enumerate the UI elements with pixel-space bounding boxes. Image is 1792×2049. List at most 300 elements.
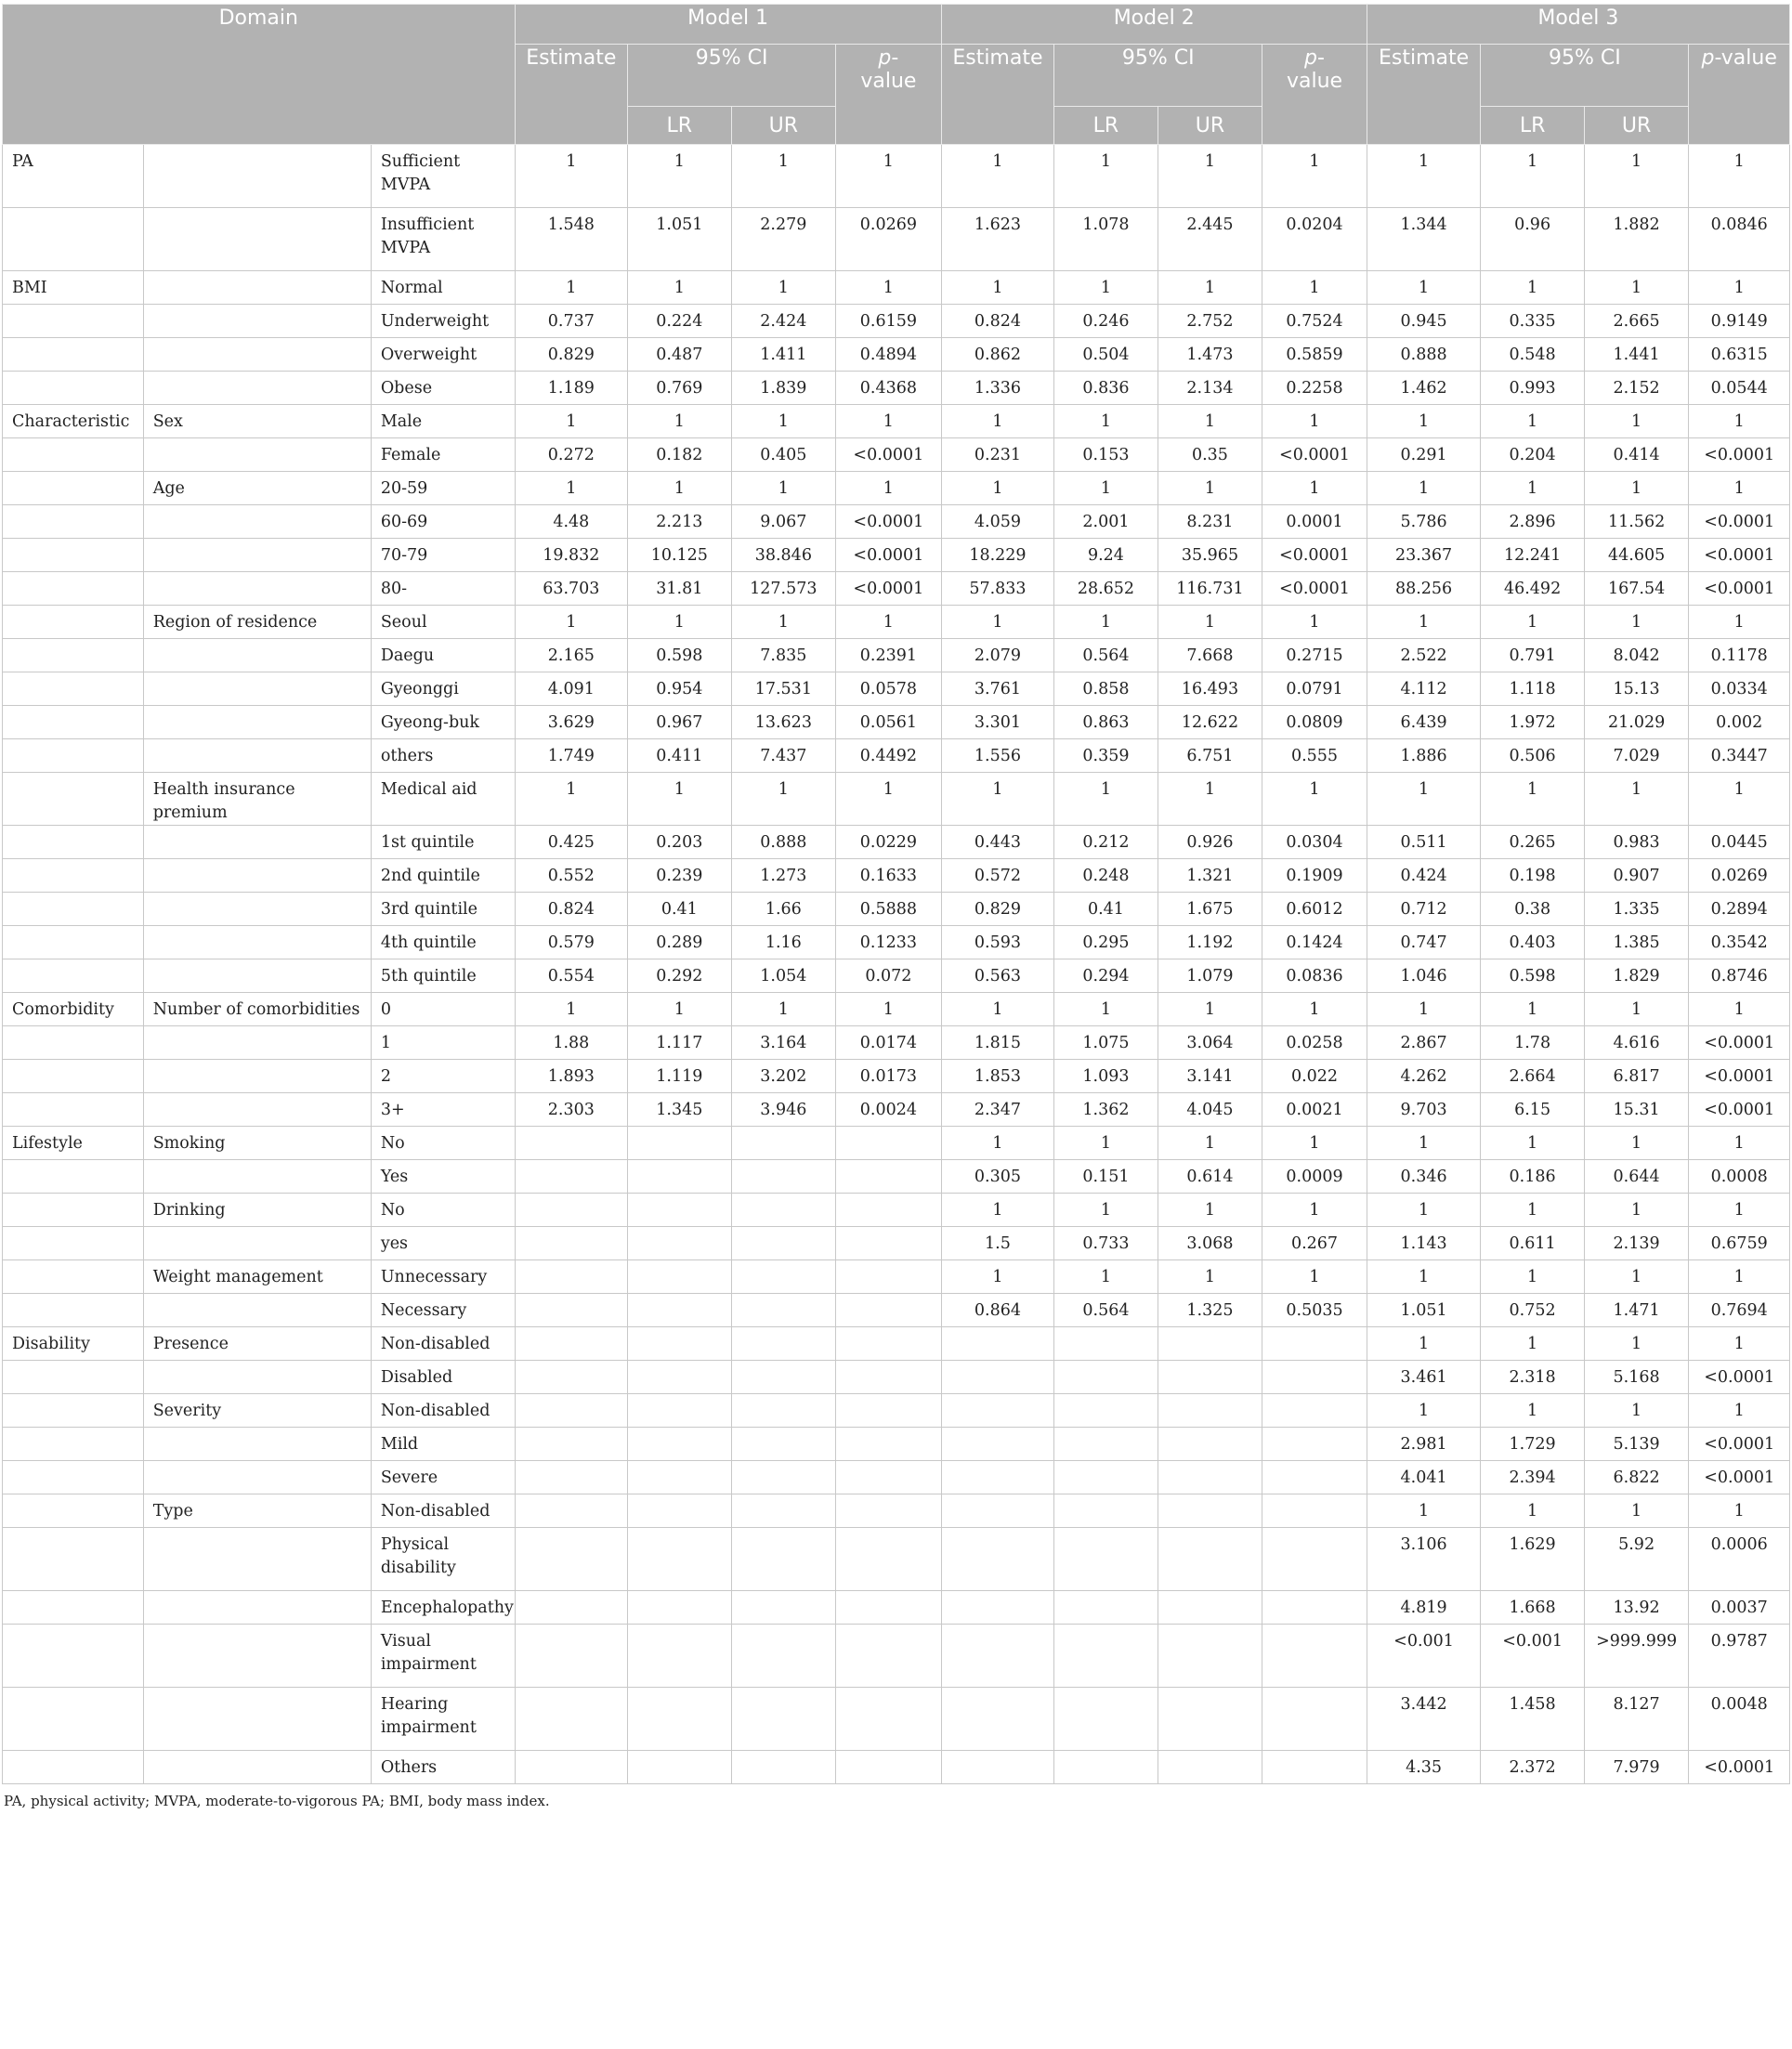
m1-p-value-cell: 0.0229 <box>836 826 942 859</box>
table-body <box>3 145 1790 1784</box>
m2-estimate-cell <box>941 1361 1054 1394</box>
m2-estimate-cell <box>941 1625 1054 1688</box>
category-cell: others <box>371 739 515 773</box>
domain-cell <box>3 672 144 706</box>
m2-ur-cell: 1.321 <box>1158 859 1262 893</box>
subdomain-cell <box>143 505 371 539</box>
table-row <box>3 859 1790 893</box>
m1-lr-cell: 1 <box>628 472 732 505</box>
table-row <box>3 572 1790 606</box>
m2-estimate-cell: 2.347 <box>941 1093 1054 1127</box>
m2-ur-cell: 2.445 <box>1158 208 1262 271</box>
category-cell: No <box>371 1127 515 1160</box>
m2-p-value-cell: 1 <box>1262 1127 1367 1160</box>
m3-lr-cell: 0.403 <box>1481 926 1585 959</box>
m3-ur-cell: 11.562 <box>1584 505 1689 539</box>
domain-cell <box>3 859 144 893</box>
domain-cell: BMI <box>3 271 144 305</box>
p-value-header: p- value <box>836 45 942 145</box>
m3-p-value-cell: 0.0445 <box>1689 826 1790 859</box>
m2-lr-cell: 2.001 <box>1054 505 1158 539</box>
m2-estimate-cell: 4.059 <box>941 505 1054 539</box>
category-cell: 80- <box>371 572 515 606</box>
m1-lr-cell: 1.119 <box>628 1060 732 1093</box>
subdomain-cell: Sex <box>143 405 371 438</box>
m1-p-value-cell <box>836 1327 942 1361</box>
m1-p-value-cell <box>836 1494 942 1528</box>
category-cell: Non-disabled <box>371 1327 515 1361</box>
m3-estimate-cell: 1 <box>1367 1260 1481 1294</box>
m1-ur-cell: 0.888 <box>731 826 836 859</box>
m2-p-value-cell: 1 <box>1262 145 1367 208</box>
m3-estimate-cell: 1 <box>1367 993 1481 1026</box>
domain-cell <box>3 1428 144 1461</box>
m3-lr-cell: 1 <box>1481 145 1585 208</box>
m2-ur-cell <box>1158 1494 1262 1528</box>
table-row <box>3 1688 1790 1751</box>
m2-p-value-cell: 0.5859 <box>1262 338 1367 372</box>
m1-ur-cell <box>731 1194 836 1227</box>
m1-lr-cell <box>628 1591 732 1625</box>
domain-cell <box>3 1093 144 1127</box>
m3-lr-cell: 1.118 <box>1481 672 1585 706</box>
m3-lr-cell: 2.664 <box>1481 1060 1585 1093</box>
m3-lr-cell: 0.548 <box>1481 338 1585 372</box>
m2-lr-cell <box>1054 1361 1158 1394</box>
m2-p-value-cell: 1 <box>1262 606 1367 639</box>
subdomain-cell: Type <box>143 1494 371 1528</box>
m2-ur-cell: 1.192 <box>1158 926 1262 959</box>
table-row <box>3 1461 1790 1494</box>
m1-estimate-cell: 0.425 <box>515 826 628 859</box>
m1-p-value-cell <box>836 1428 942 1461</box>
estimate-header: Estimate <box>1367 45 1481 145</box>
table-row <box>3 1751 1790 1784</box>
m1-ur-cell <box>731 1260 836 1294</box>
m2-estimate-cell: 0.824 <box>941 305 1054 338</box>
m3-estimate-cell: 1 <box>1367 472 1481 505</box>
table-row <box>3 1194 1790 1227</box>
table-row <box>3 1327 1790 1361</box>
m3-p-value-cell: <0.0001 <box>1689 438 1790 472</box>
m3-ur-cell: 1.335 <box>1584 893 1689 926</box>
m3-lr-cell: <0.001 <box>1481 1625 1585 1688</box>
m2-estimate-cell <box>941 1461 1054 1494</box>
domain-cell <box>3 1591 144 1625</box>
m2-lr-cell <box>1054 1428 1158 1461</box>
m2-estimate-cell: 0.305 <box>941 1160 1054 1194</box>
m3-p-value-cell: 1 <box>1689 993 1790 1026</box>
m2-estimate-cell: 1 <box>941 773 1054 826</box>
category-cell: Non-disabled <box>371 1494 515 1528</box>
m3-lr-cell: 2.372 <box>1481 1751 1585 1784</box>
m2-lr-cell: 0.858 <box>1054 672 1158 706</box>
m1-ur-cell <box>731 1294 836 1327</box>
m3-p-value-cell: 1 <box>1689 405 1790 438</box>
m1-lr-cell: 0.769 <box>628 372 732 405</box>
table-header <box>3 5 1790 145</box>
m2-ur-cell: 7.668 <box>1158 639 1262 672</box>
category-cell: 4th quintile <box>371 926 515 959</box>
m2-lr-cell <box>1054 1494 1158 1528</box>
m2-ur-cell: 8.231 <box>1158 505 1262 539</box>
m3-ur-cell: 4.616 <box>1584 1026 1689 1060</box>
m1-ur-cell <box>731 1160 836 1194</box>
m1-ur-cell: 7.437 <box>731 739 836 773</box>
table-row <box>3 271 1790 305</box>
domain-cell <box>3 1160 144 1194</box>
m3-ur-cell: 6.817 <box>1584 1060 1689 1093</box>
m2-ur-cell: 1 <box>1158 993 1262 1026</box>
m3-p-value-cell: 1 <box>1689 1394 1790 1428</box>
table-row <box>3 926 1790 959</box>
m1-p-value-cell <box>836 1160 942 1194</box>
m1-ur-cell: 1.273 <box>731 859 836 893</box>
lr-header: LR <box>1054 107 1158 145</box>
m2-ur-cell: 0.926 <box>1158 826 1262 859</box>
m3-ur-cell: 1 <box>1584 271 1689 305</box>
m2-p-value-cell: 1 <box>1262 472 1367 505</box>
table-row <box>3 372 1790 405</box>
table-row <box>3 1294 1790 1327</box>
table-row <box>3 1428 1790 1461</box>
m2-p-value-cell: 0.1909 <box>1262 859 1367 893</box>
m1-lr-cell <box>628 1461 732 1494</box>
m3-p-value-cell: 0.6759 <box>1689 1227 1790 1260</box>
m3-lr-cell: 0.611 <box>1481 1227 1585 1260</box>
m3-estimate-cell: 88.256 <box>1367 572 1481 606</box>
m1-estimate-cell <box>515 1688 628 1751</box>
category-cell: yes <box>371 1227 515 1260</box>
m3-ur-cell: 15.31 <box>1584 1093 1689 1127</box>
m2-p-value-cell <box>1262 1751 1367 1784</box>
m3-estimate-cell: 1 <box>1367 1394 1481 1428</box>
m3-estimate-cell: 2.522 <box>1367 639 1481 672</box>
m2-lr-cell <box>1054 1461 1158 1494</box>
table-row <box>3 1591 1790 1625</box>
m2-p-value-cell: 0.0001 <box>1262 505 1367 539</box>
m1-lr-cell: 0.487 <box>628 338 732 372</box>
m3-lr-cell: 2.318 <box>1481 1361 1585 1394</box>
m2-estimate-cell: 0.231 <box>941 438 1054 472</box>
m2-p-value-cell <box>1262 1327 1367 1361</box>
category-cell: Overweight <box>371 338 515 372</box>
m3-ur-cell: 8.042 <box>1584 639 1689 672</box>
m3-lr-cell: 1.668 <box>1481 1591 1585 1625</box>
m2-p-value-cell: <0.0001 <box>1262 438 1367 472</box>
subdomain-cell: Age <box>143 472 371 505</box>
m3-p-value-cell: 1 <box>1689 1327 1790 1361</box>
m1-p-value-cell: 1 <box>836 405 942 438</box>
m2-lr-cell <box>1054 1591 1158 1625</box>
m2-p-value-cell: 1 <box>1262 773 1367 826</box>
m3-p-value-cell: <0.0001 <box>1689 505 1790 539</box>
p-value-header: p- value <box>1262 45 1367 145</box>
m3-estimate-cell: 4.041 <box>1367 1461 1481 1494</box>
p-label: p <box>1701 46 1715 70</box>
m3-ur-cell: 1 <box>1584 1127 1689 1160</box>
p-label: p <box>1304 46 1317 70</box>
category-cell: Seoul <box>371 606 515 639</box>
domain-cell <box>3 706 144 739</box>
m2-p-value-cell: 1 <box>1262 1194 1367 1227</box>
m3-ur-cell: 167.54 <box>1584 572 1689 606</box>
m1-lr-cell: 0.203 <box>628 826 732 859</box>
category-cell: Severe <box>371 1461 515 1494</box>
subdomain-cell <box>143 926 371 959</box>
m3-estimate-cell: 0.747 <box>1367 926 1481 959</box>
category-cell: Daegu <box>371 639 515 672</box>
table-footnote: PA, physical activity; MVPA, moderate-to-vigorous PA; BMI, body mass index. <box>4 1793 550 1809</box>
domain-cell: Lifestyle <box>3 1127 144 1160</box>
table-row <box>3 438 1790 472</box>
m2-p-value-cell: 0.0836 <box>1262 959 1367 993</box>
m1-p-value-cell: 0.4894 <box>836 338 942 372</box>
m2-estimate-cell: 1 <box>941 606 1054 639</box>
m2-ur-cell <box>1158 1591 1262 1625</box>
table-row <box>3 672 1790 706</box>
domain-cell <box>3 1494 144 1528</box>
m1-ur-cell: 1 <box>731 405 836 438</box>
m2-ur-cell <box>1158 1327 1262 1361</box>
m1-ur-cell: 1.66 <box>731 893 836 926</box>
m3-p-value-cell: 0.0008 <box>1689 1160 1790 1194</box>
m2-ur-cell: 1.473 <box>1158 338 1262 372</box>
m3-lr-cell: 1 <box>1481 1260 1585 1294</box>
m1-estimate-cell: 4.48 <box>515 505 628 539</box>
m2-estimate-cell: 1.336 <box>941 372 1054 405</box>
m1-ur-cell <box>731 1688 836 1751</box>
m1-lr-cell: 1.117 <box>628 1026 732 1060</box>
m1-p-value-cell <box>836 1394 942 1428</box>
subdomain-cell <box>143 1625 371 1688</box>
m2-lr-cell: 1 <box>1054 472 1158 505</box>
domain-cell <box>3 539 144 572</box>
m3-lr-cell: 1 <box>1481 773 1585 826</box>
m2-ur-cell: 4.045 <box>1158 1093 1262 1127</box>
category-cell: 70-79 <box>371 539 515 572</box>
m2-p-value-cell: 0.0258 <box>1262 1026 1367 1060</box>
m1-lr-cell <box>628 1294 732 1327</box>
m2-ur-cell: 1 <box>1158 1127 1262 1160</box>
m1-p-value-cell: 0.0269 <box>836 208 942 271</box>
m3-p-value-cell: <0.0001 <box>1689 1428 1790 1461</box>
lr-header: LR <box>1481 107 1585 145</box>
m1-p-value-cell: 0.4492 <box>836 739 942 773</box>
m1-lr-cell: 1.051 <box>628 208 732 271</box>
m2-ur-cell <box>1158 1394 1262 1428</box>
m1-lr-cell: 2.213 <box>628 505 732 539</box>
m1-lr-cell: 1 <box>628 606 732 639</box>
m1-estimate-cell: 1 <box>515 271 628 305</box>
m3-p-value-cell: 0.3447 <box>1689 739 1790 773</box>
table-row <box>3 1060 1790 1093</box>
m2-lr-cell: 1 <box>1054 1260 1158 1294</box>
m3-lr-cell: 1.458 <box>1481 1688 1585 1751</box>
m2-estimate-cell: 1 <box>941 405 1054 438</box>
m3-p-value-cell: 0.7694 <box>1689 1294 1790 1327</box>
m1-estimate-cell <box>515 1227 628 1260</box>
m2-p-value-cell <box>1262 1461 1367 1494</box>
domain-cell <box>3 1625 144 1688</box>
m2-lr-cell: 0.295 <box>1054 926 1158 959</box>
domain-cell <box>3 1026 144 1060</box>
m1-p-value-cell <box>836 1127 942 1160</box>
m1-ur-cell: 3.164 <box>731 1026 836 1060</box>
domain-cell <box>3 606 144 639</box>
m1-ur-cell: 2.424 <box>731 305 836 338</box>
m3-lr-cell: 0.335 <box>1481 305 1585 338</box>
m2-lr-cell: 0.836 <box>1054 372 1158 405</box>
subdomain-cell <box>143 826 371 859</box>
m2-lr-cell: 1.075 <box>1054 1026 1158 1060</box>
m1-p-value-cell <box>836 1294 942 1327</box>
m1-estimate-cell <box>515 1751 628 1784</box>
m2-estimate-cell: 1 <box>941 1127 1054 1160</box>
m2-estimate-cell: 57.833 <box>941 572 1054 606</box>
category-cell: Female <box>371 438 515 472</box>
category-cell: Encephalopathy <box>371 1591 515 1625</box>
table-row <box>3 405 1790 438</box>
m3-lr-cell: 1.629 <box>1481 1528 1585 1591</box>
m2-p-value-cell: 0.2258 <box>1262 372 1367 405</box>
subdomain-cell <box>143 1026 371 1060</box>
m1-lr-cell <box>628 1625 732 1688</box>
m2-ur-cell: 1 <box>1158 773 1262 826</box>
m3-estimate-cell: 0.712 <box>1367 893 1481 926</box>
domain-cell <box>3 1688 144 1751</box>
m1-p-value-cell: 1 <box>836 145 942 208</box>
m1-lr-cell <box>628 1688 732 1751</box>
m1-p-value-cell: <0.0001 <box>836 572 942 606</box>
category-cell: Medical aid <box>371 773 515 826</box>
m3-lr-cell: 1.972 <box>1481 706 1585 739</box>
m1-p-value-cell: <0.0001 <box>836 438 942 472</box>
m1-estimate-cell: 63.703 <box>515 572 628 606</box>
domain-cell <box>3 926 144 959</box>
table-row <box>3 1127 1790 1160</box>
m3-ur-cell: 1 <box>1584 1394 1689 1428</box>
p-label: p <box>878 46 892 70</box>
m3-lr-cell: 46.492 <box>1481 572 1585 606</box>
m1-p-value-cell: 0.1633 <box>836 859 942 893</box>
m2-lr-cell <box>1054 1751 1158 1784</box>
category-cell: 5th quintile <box>371 959 515 993</box>
subdomain-cell <box>143 1160 371 1194</box>
m3-ur-cell: 1.385 <box>1584 926 1689 959</box>
category-cell: 2nd quintile <box>371 859 515 893</box>
m3-estimate-cell: 3.461 <box>1367 1361 1481 1394</box>
m2-estimate-cell <box>941 1688 1054 1751</box>
m1-estimate-cell: 0.272 <box>515 438 628 472</box>
m3-estimate-cell: 1 <box>1367 1127 1481 1160</box>
m3-estimate-cell: 2.981 <box>1367 1428 1481 1461</box>
m3-p-value-cell: 0.1178 <box>1689 639 1790 672</box>
m2-estimate-cell: 1.623 <box>941 208 1054 271</box>
m1-lr-cell <box>628 1160 732 1194</box>
domain-cell <box>3 1461 144 1494</box>
m3-estimate-cell: 3.106 <box>1367 1528 1481 1591</box>
m1-p-value-cell <box>836 1688 942 1751</box>
category-cell: Obese <box>371 372 515 405</box>
m2-lr-cell: 1 <box>1054 993 1158 1026</box>
m3-p-value-cell: 1 <box>1689 271 1790 305</box>
m1-p-value-cell: 1 <box>836 271 942 305</box>
m2-ur-cell: 16.493 <box>1158 672 1262 706</box>
m1-estimate-cell <box>515 1160 628 1194</box>
m3-lr-cell: 0.993 <box>1481 372 1585 405</box>
m2-p-value-cell <box>1262 1361 1367 1394</box>
ci-header: 95% CI <box>1054 45 1262 107</box>
m3-estimate-cell: 4.262 <box>1367 1060 1481 1093</box>
m2-ur-cell: 0.614 <box>1158 1160 1262 1194</box>
m2-ur-cell: 2.752 <box>1158 305 1262 338</box>
subdomain-cell <box>143 893 371 926</box>
m2-ur-cell: 1.325 <box>1158 1294 1262 1327</box>
m3-p-value-cell: <0.0001 <box>1689 1751 1790 1784</box>
category-cell: 20-59 <box>371 472 515 505</box>
m3-ur-cell: 1 <box>1584 145 1689 208</box>
m1-ur-cell <box>731 1428 836 1461</box>
m1-estimate-cell <box>515 1294 628 1327</box>
subdomain-cell <box>143 1093 371 1127</box>
table-row <box>3 1625 1790 1688</box>
domain-cell <box>3 959 144 993</box>
m2-estimate-cell: 0.593 <box>941 926 1054 959</box>
m3-estimate-cell: <0.001 <box>1367 1625 1481 1688</box>
m1-estimate-cell: 4.091 <box>515 672 628 706</box>
m3-estimate-cell: 1 <box>1367 1327 1481 1361</box>
subdomain-cell <box>143 438 371 472</box>
m2-p-value-cell: 0.0304 <box>1262 826 1367 859</box>
domain-cell <box>3 1528 144 1591</box>
m1-estimate-cell: 1 <box>515 773 628 826</box>
m3-lr-cell: 1.729 <box>1481 1428 1585 1461</box>
m1-p-value-cell: 1 <box>836 993 942 1026</box>
m2-p-value-cell: 0.0791 <box>1262 672 1367 706</box>
m2-estimate-cell <box>941 1751 1054 1784</box>
subdomain-cell <box>143 859 371 893</box>
m1-p-value-cell: 1 <box>836 472 942 505</box>
m3-ur-cell: 1 <box>1584 472 1689 505</box>
m2-p-value-cell <box>1262 1625 1367 1688</box>
m3-p-value-cell: 1 <box>1689 1194 1790 1227</box>
table-row <box>3 1093 1790 1127</box>
m1-estimate-cell <box>515 1327 628 1361</box>
subdomain-cell <box>143 1361 371 1394</box>
m3-estimate-cell: 3.442 <box>1367 1688 1481 1751</box>
m1-estimate-cell <box>515 1591 628 1625</box>
m1-estimate-cell: 0.552 <box>515 859 628 893</box>
m1-ur-cell <box>731 1461 836 1494</box>
m2-p-value-cell: 0.7524 <box>1262 305 1367 338</box>
m3-p-value-cell: 1 <box>1689 606 1790 639</box>
m3-p-value-cell: 1 <box>1689 773 1790 826</box>
m3-lr-cell: 1 <box>1481 1327 1585 1361</box>
m1-ur-cell: 1 <box>731 271 836 305</box>
m3-ur-cell: 1 <box>1584 773 1689 826</box>
m2-p-value-cell: 1 <box>1262 271 1367 305</box>
m2-lr-cell: 1 <box>1054 1127 1158 1160</box>
table-row <box>3 338 1790 372</box>
table-row <box>3 1260 1790 1294</box>
m1-lr-cell: 1 <box>628 271 732 305</box>
m1-estimate-cell: 2.303 <box>515 1093 628 1127</box>
m3-estimate-cell: 0.424 <box>1367 859 1481 893</box>
m3-lr-cell: 0.38 <box>1481 893 1585 926</box>
category-cell: Hearing impairment <box>371 1688 515 1751</box>
domain-cell <box>3 505 144 539</box>
